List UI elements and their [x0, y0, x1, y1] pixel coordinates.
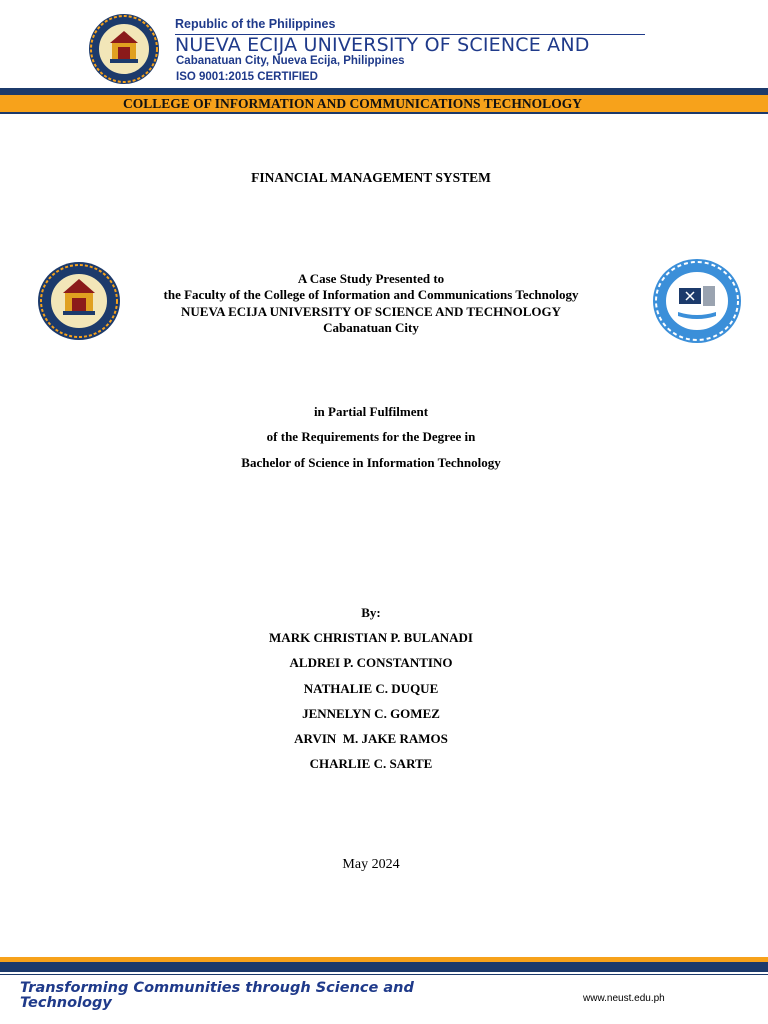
author-name: CHARLIE C. SARTE	[309, 756, 433, 771]
fulfilment-line: Bachelor of Science in Information Technology	[241, 455, 501, 470]
document-title: FINANCIAL MANAGEMENT SYSTEM	[251, 170, 491, 185]
case-study-line: NUEVA ECIJA UNIVERSITY OF SCIENCE AND TECHNOLOGY	[181, 304, 561, 319]
footer-navy-band	[0, 962, 768, 972]
case-study-line: the Faculty of the College of Information and Communications Technology	[163, 287, 579, 302]
college-title: COLLEGE OF INFORMATION AND COMMUNICATIONS TECHNOLOGY	[123, 96, 582, 111]
case-study-line: Cabanatuan City	[323, 320, 419, 335]
republic-text: Republic of the Philippines	[175, 17, 336, 31]
footer-line	[0, 974, 768, 975]
fulfilment-line: in Partial Fulfilment	[313, 404, 429, 419]
footer-website: www.neust.edu.ph	[583, 993, 665, 1004]
university-name: NUEVA ECIJA UNIVERSITY OF SCIENCE AND	[175, 34, 590, 56]
author-name: JENNELYN C. GOMEZ	[302, 706, 440, 721]
author-name: NATHALIE C. DUQUE	[303, 681, 439, 696]
author-name: MARK CHRISTIAN P. BULANADI	[269, 630, 473, 645]
author-name: ALDREI P. CONSTANTINO	[289, 655, 453, 670]
iso-certification: ISO 9001:2015 CERTIFIED	[176, 71, 318, 83]
header-bottom-line	[0, 112, 768, 114]
footer-tagline: Transforming Communities through Science and Technology	[20, 980, 414, 1011]
case-study-line: A Case Study Presented to	[297, 271, 445, 286]
document-date: May 2024	[342, 857, 400, 872]
header-navy-band	[0, 88, 768, 95]
fulfilment-line: of the Requirements for the Degree in	[266, 429, 476, 444]
university-city: Cabanatuan City, Nueva Ecija, Philippines	[176, 55, 405, 67]
neust-seal-icon	[88, 13, 160, 85]
author-name: ARVIN M. JAKE RAMOS	[294, 731, 448, 746]
by-label: By:	[361, 605, 381, 620]
